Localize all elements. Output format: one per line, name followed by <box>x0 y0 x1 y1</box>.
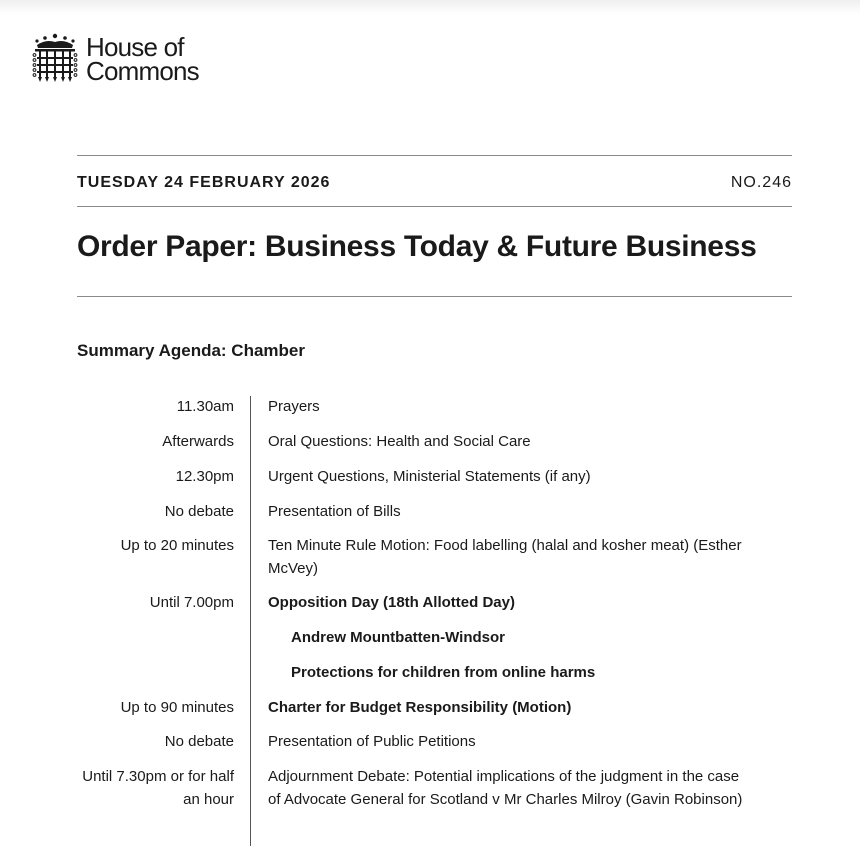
agenda-row <box>77 466 777 501</box>
page-title: Order Paper: Business Today & Future Business <box>77 230 757 263</box>
agenda-time <box>77 662 234 697</box>
agenda-row <box>77 501 777 535</box>
agenda-time: Afterwards <box>162 433 234 450</box>
agenda-time: No debate <box>164 733 234 750</box>
agenda-item: Presentation of Bills <box>268 503 401 520</box>
agenda-item: Charter for Budget Responsibility (Motion) <box>268 699 572 716</box>
agenda-subitem: Andrew Mountbatten-Windsor <box>291 629 506 646</box>
section-heading: Summary Agenda: Chamber <box>77 341 305 360</box>
agenda-item: Presentation of Public Petitions <box>268 733 476 750</box>
logo-line-2: Commons <box>86 56 199 86</box>
agenda-row <box>77 431 777 466</box>
agenda-row <box>77 697 777 731</box>
divider-under-title <box>77 296 792 297</box>
agenda-row <box>77 396 777 431</box>
order-paper-date: TUESDAY 24 FEBRUARY 2026 <box>77 174 331 191</box>
top-shadow <box>0 0 860 14</box>
agenda-item: Ten Minute Rule Motion: Food labelling (halal and kosher meat) (Esther McVey) <box>268 537 742 577</box>
agenda-row <box>77 592 777 627</box>
agenda-row <box>77 731 777 766</box>
agenda-row <box>77 662 777 697</box>
agenda-row <box>77 766 777 834</box>
agenda-time: Until 7.00pm <box>149 594 234 611</box>
agenda-item: Oral Questions: Health and Social Care <box>268 433 531 450</box>
agenda-item: Adjournment Debate: Potential implications of the judgment in the case of Advocate General for Scotland v Mr Charles Milroy (Gavin Robinson) <box>268 768 743 808</box>
agenda-time: No debate <box>164 503 234 520</box>
agenda-time: Up to 90 minutes <box>120 699 234 716</box>
agenda-subitem: Protections for children from online harms <box>291 664 596 681</box>
agenda-time: Until 7.30pm or for half an hour <box>82 768 234 808</box>
order-paper-number: NO.246 <box>730 174 792 191</box>
agenda-time <box>77 627 234 662</box>
agenda-time: 12.30pm <box>175 468 234 485</box>
logo-wordmark <box>86 32 199 86</box>
agenda-time: Up to 20 minutes <box>120 537 234 554</box>
logo-line-1: House of <box>86 32 184 62</box>
divider-under-date <box>77 206 792 207</box>
summary-agenda <box>77 396 777 834</box>
portcullis-icon <box>32 33 78 85</box>
agenda-row <box>77 535 777 592</box>
house-of-commons-logo[interactable] <box>32 33 199 85</box>
agenda-time: 11.30am <box>176 398 234 415</box>
agenda-item: Opposition Day (18th Allotted Day) <box>268 594 515 611</box>
divider-top <box>77 155 792 156</box>
agenda-item: Urgent Questions, Ministerial Statements (if any) <box>268 468 591 485</box>
agenda-item: Prayers <box>268 398 320 415</box>
agenda-row <box>77 627 777 662</box>
